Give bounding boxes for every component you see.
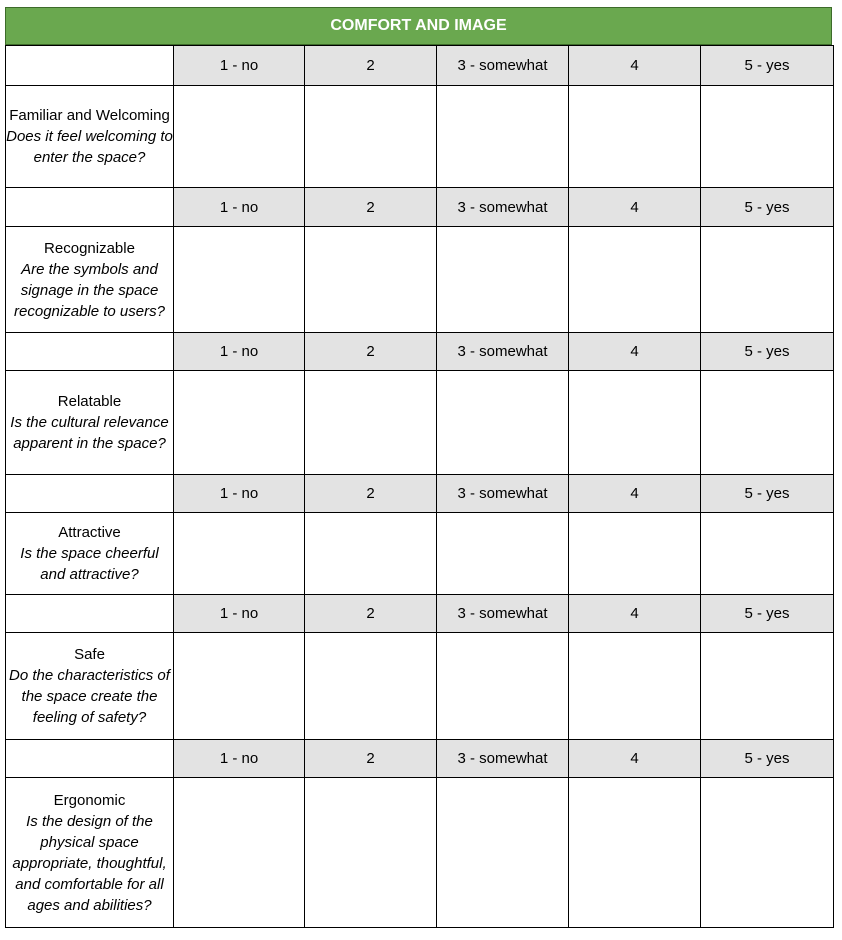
criterion-label-cell	[6, 778, 174, 928]
scale-label-3: 3 - somewhat	[437, 333, 569, 371]
scale-label-5: 5 - yes	[701, 595, 834, 633]
criterion-question: Do the characteristics of the space create the feeling of safety?	[9, 667, 170, 726]
scale-label-3: 3 - somewhat	[437, 46, 569, 86]
rating-cell-2[interactable]	[305, 513, 437, 595]
scale-label-1: 1 - no	[174, 333, 305, 371]
rating-cell-5[interactable]	[701, 778, 834, 928]
criterion-row-attractive	[6, 513, 834, 595]
scale-label-1: 1 - no	[174, 740, 305, 778]
scale-label-2: 2	[305, 475, 437, 513]
criterion-question: Is the design of the physical space appropriate, thoughtful, and comfortable for all ages and abilities?	[12, 812, 167, 914]
scale-label-1: 1 - no	[174, 188, 305, 227]
rating-table	[5, 45, 834, 928]
criterion-row-relatable	[6, 371, 834, 475]
section-title: COMFORT AND IMAGE	[5, 7, 832, 45]
rating-cell-1[interactable]	[174, 513, 305, 595]
scale-label-1: 1 - no	[174, 46, 305, 86]
rating-cell-3[interactable]	[437, 778, 569, 928]
blank-cell	[6, 46, 174, 86]
rating-cell-5[interactable]	[701, 371, 834, 475]
rating-cell-4[interactable]	[569, 633, 701, 740]
criterion-title: Safe	[74, 646, 105, 663]
rating-cell-1[interactable]	[174, 227, 305, 333]
scale-label-4: 4	[569, 333, 701, 371]
criterion-question: Is the cultural relevance apparent in the space?	[10, 414, 169, 452]
scale-label-2: 2	[305, 46, 437, 86]
rating-cell-1[interactable]	[174, 86, 305, 188]
criterion-row-familiar	[6, 86, 834, 188]
rating-cell-3[interactable]	[437, 227, 569, 333]
criterion-row-ergonomic	[6, 778, 834, 928]
rating-cell-3[interactable]	[437, 513, 569, 595]
blank-cell	[6, 333, 174, 371]
rating-cell-5[interactable]	[701, 633, 834, 740]
rating-cell-4[interactable]	[569, 86, 701, 188]
scale-header-row	[6, 333, 834, 371]
criterion-label-cell	[6, 86, 174, 188]
scale-header-row	[6, 475, 834, 513]
scale-label-5: 5 - yes	[701, 475, 834, 513]
scale-header-row	[6, 188, 834, 227]
scale-label-4: 4	[569, 46, 701, 86]
criterion-question: Is the space cheerful and attractive?	[20, 545, 159, 583]
scale-label-5: 5 - yes	[701, 333, 834, 371]
scale-header-row	[6, 46, 834, 86]
scale-label-5: 5 - yes	[701, 740, 834, 778]
rating-cell-2[interactable]	[305, 633, 437, 740]
scale-label-2: 2	[305, 740, 437, 778]
rating-cell-2[interactable]	[305, 371, 437, 475]
rating-cell-2[interactable]	[305, 778, 437, 928]
blank-cell	[6, 475, 174, 513]
rating-cell-5[interactable]	[701, 86, 834, 188]
criterion-question: Are the symbols and signage in the space recognizable to users?	[14, 260, 165, 320]
criterion-title: Attractive	[58, 524, 121, 541]
scale-label-2: 2	[305, 188, 437, 227]
scale-header-row	[6, 740, 834, 778]
blank-cell	[6, 740, 174, 778]
criterion-label-cell	[6, 633, 174, 740]
scale-label-3: 3 - somewhat	[437, 595, 569, 633]
rating-cell-3[interactable]	[437, 86, 569, 188]
scale-label-4: 4	[569, 188, 701, 227]
rating-cell-5[interactable]	[701, 513, 834, 595]
scale-label-3: 3 - somewhat	[437, 475, 569, 513]
criterion-title: Recognizable	[44, 239, 135, 257]
scale-label-4: 4	[569, 595, 701, 633]
rating-cell-1[interactable]	[174, 633, 305, 740]
blank-cell	[6, 188, 174, 227]
criterion-label-cell	[6, 513, 174, 595]
rating-cell-2[interactable]	[305, 86, 437, 188]
rating-cell-4[interactable]	[569, 778, 701, 928]
blank-cell	[6, 595, 174, 633]
scale-label-1: 1 - no	[174, 595, 305, 633]
rating-cell-5[interactable]	[701, 227, 834, 333]
criterion-title: Familiar and Welcoming	[9, 107, 170, 124]
criterion-title: Relatable	[57, 393, 122, 410]
scale-label-1: 1 - no	[174, 475, 305, 513]
scale-label-5: 5 - yes	[701, 188, 834, 227]
rating-cell-4[interactable]	[569, 371, 701, 475]
rating-cell-4[interactable]	[569, 227, 701, 333]
criterion-title: Ergonomic	[53, 791, 126, 809]
criterion-row-recognizable	[6, 227, 834, 333]
criterion-label-cell	[6, 371, 174, 475]
rating-cell-3[interactable]	[437, 633, 569, 740]
criterion-row-safe	[6, 633, 834, 740]
scale-label-3: 3 - somewhat	[437, 740, 569, 778]
rating-cell-3[interactable]	[437, 371, 569, 475]
criterion-label-cell	[6, 227, 174, 333]
rating-cell-2[interactable]	[305, 227, 437, 333]
rating-cell-4[interactable]	[569, 513, 701, 595]
scale-label-4: 4	[569, 475, 701, 513]
scale-label-2: 2	[305, 333, 437, 371]
criterion-question: Does it feel welcoming to enter the space?	[6, 128, 173, 166]
scale-header-row	[6, 595, 834, 633]
scale-label-3: 3 - somewhat	[437, 188, 569, 227]
rating-cell-1[interactable]	[174, 778, 305, 928]
scale-label-5: 5 - yes	[701, 46, 834, 86]
rating-cell-1[interactable]	[174, 371, 305, 475]
scale-label-4: 4	[569, 740, 701, 778]
scale-label-2: 2	[305, 595, 437, 633]
